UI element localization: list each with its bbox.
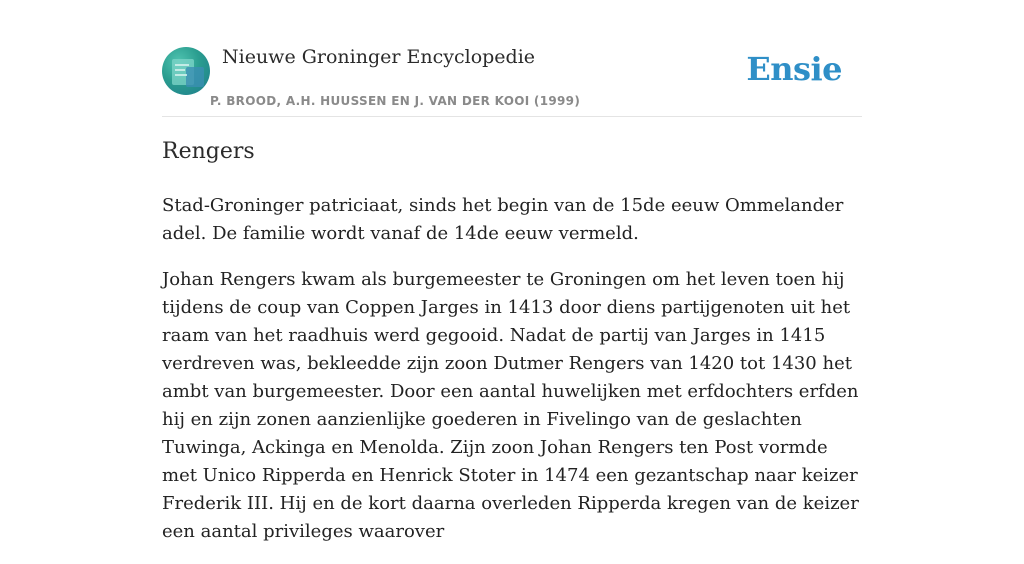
book-shape-secondary <box>186 67 204 87</box>
page-content <box>162 0 862 542</box>
source-header <box>162 40 862 117</box>
source-authors: P. BROOD, A.H. HUUSSEN EN J. VAN DER KOOI (1999) <box>210 94 581 108</box>
article-title: Rengers <box>162 139 255 164</box>
article-paragraph: Johan Rengers kwam als burgemeester te Groningen om het leven toen hij tijdens de coup van Coppen Jarges in 1413 door diens partijgenoten uit het raam van het raadhuis werd gegooid. Nadat de partij van Jarges in 1415 verdreven was, bekleedde zijn zoon Dutmer Rengers van 1420 tot 1430 het ambt van burgemeester. Door een aantal huwelijken met erfdochters erfden hij en zijn zonen aanzienlijke goederen in Fivelingo van de geslachten Tuwinga, Ackinga en Menolda. Zijn zoon Johan Rengers ten Post vormde met Unico Ripperda en Henrick Stoter in 1474 een gezantschap naar keizer Frederik III. Hij en de kort daarna overleden Ripperda kregen van de keizer een aantal privileges waarover <box>162 269 859 542</box>
cover-line <box>175 74 187 76</box>
encyclopedia-cover-avatar[interactable] <box>162 47 210 95</box>
source-title[interactable]: Nieuwe Groninger Encyclopedie <box>222 46 536 68</box>
cover-line <box>175 64 189 66</box>
article-body <box>162 192 862 564</box>
cover-line <box>175 69 185 71</box>
ensie-logo-link[interactable]: Ensie <box>746 50 842 88</box>
article-paragraph: Stad-Groninger patriciaat, sinds het begin van de 15de eeuw Ommelander adel. De familie wordt vanaf de 14de eeuw vermeld. <box>162 195 844 244</box>
